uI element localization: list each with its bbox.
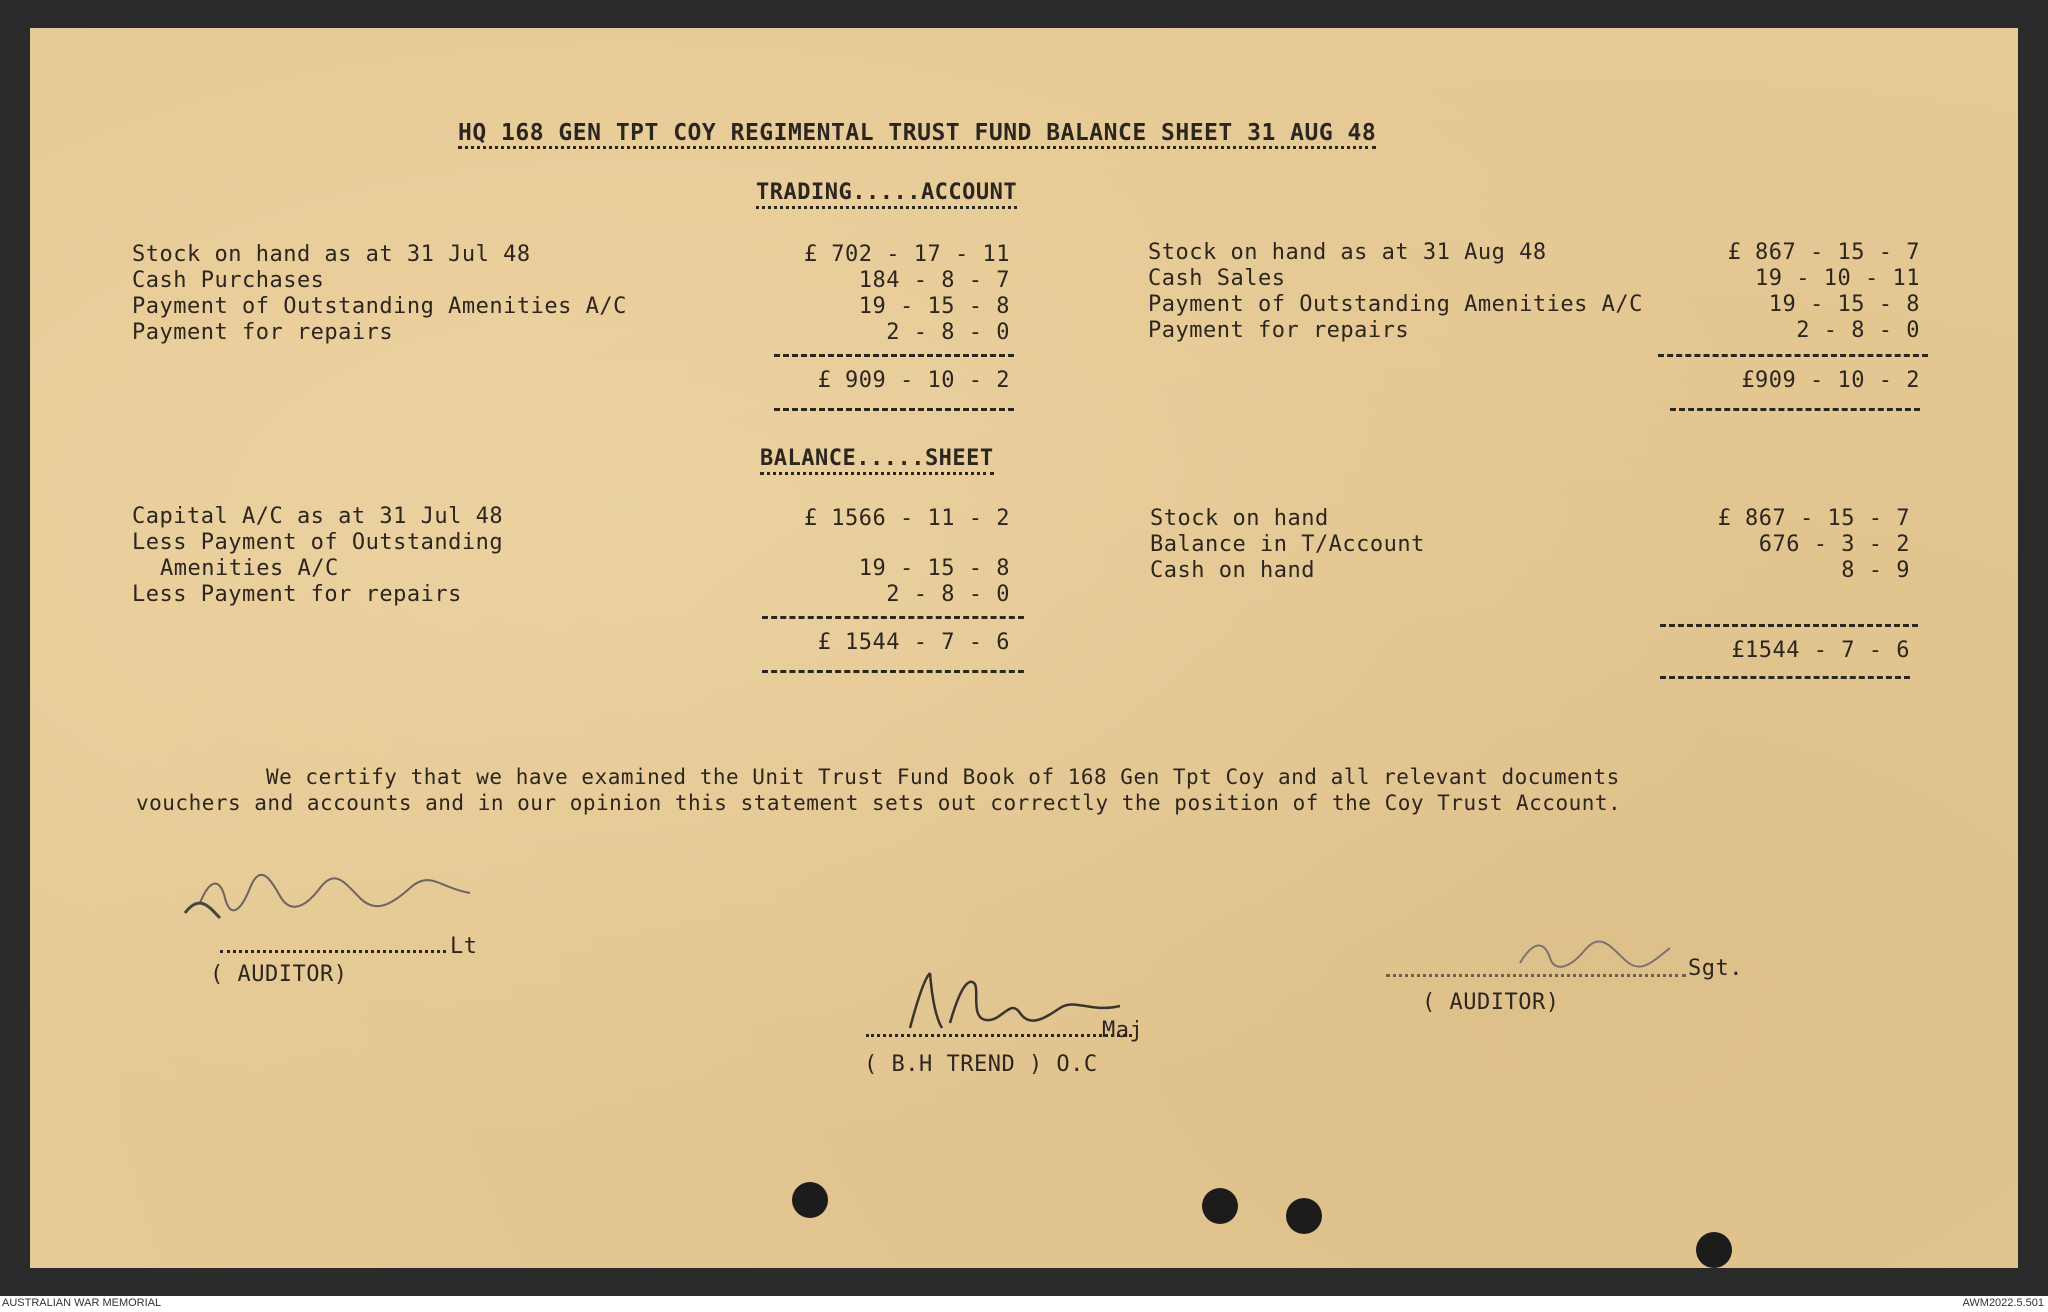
trading-left-amount: 19 - 15 - 8	[858, 294, 1010, 319]
balance-right-amount: 676 - 3 - 2	[1758, 532, 1910, 557]
trading-left-amount: £ 702 - 17 - 11	[803, 242, 1010, 267]
balance-right-rule-bottom	[1660, 676, 1910, 679]
balance-right-label: Balance in T/Account	[1150, 532, 1425, 557]
trading-right-total: £909 - 10 - 2	[1741, 368, 1920, 393]
balance-right-total: £1544 - 7 - 6	[1731, 638, 1910, 663]
balance-right-label: Stock on hand	[1150, 506, 1329, 531]
auditor-right-rank: Sgt.	[1688, 956, 1743, 981]
trading-heading: TRADING.....ACCOUNT	[756, 180, 1017, 209]
trading-left-label: Cash Purchases	[132, 268, 325, 293]
auditor-right-role: ( AUDITOR)	[1422, 990, 1560, 1015]
certification-line-2: vouchers and accounts and in our opinion this statement sets out correctly the position of the Coy Trust Account.	[136, 791, 1622, 815]
trading-right-rule-top	[1658, 354, 1928, 357]
trading-right-amount: 2 - 8 - 0	[1796, 318, 1920, 343]
balance-right-rule-top	[1660, 624, 1918, 627]
punch-hole	[1696, 1232, 1732, 1268]
trading-left-rule-bottom	[774, 408, 1014, 411]
trading-right-rule-bottom	[1670, 408, 1920, 411]
balance-left-label: Less Payment of Outstanding	[132, 530, 504, 555]
balance-left-amount: 2 - 8 - 0	[886, 582, 1010, 607]
trading-right-amount: 19 - 15 - 8	[1768, 292, 1920, 317]
trading-right-label: Payment for repairs	[1148, 318, 1410, 343]
balance-right-label: Cash on hand	[1150, 558, 1315, 583]
auditor-right-signature	[1510, 928, 1710, 978]
footer-accession-number: AWM2022.5.501	[1962, 1297, 2044, 1309]
balance-left-total: £ 1544 - 7 - 6	[817, 630, 1010, 655]
balance-left-label: Capital A/C as at 31 Jul 48	[132, 504, 504, 529]
trading-left-amount: 184 - 8 - 7	[858, 268, 1010, 293]
balance-heading: BALANCE.....SHEET	[760, 446, 994, 475]
balance-left-amount: 19 - 15 - 8	[858, 556, 1010, 581]
certification-line-1: We certify that we have examined the Unit Trust Fund Book of 168 Gen Tpt Coy and all relevant documents	[266, 765, 1620, 789]
auditor-right-dotline	[1386, 974, 1686, 977]
punch-hole	[792, 1182, 828, 1218]
trading-left-label: Payment of Outstanding Amenities A/C	[132, 294, 627, 319]
auditor-left-dotline	[220, 950, 446, 953]
oc-name: ( B.H TREND ) O.C	[864, 1052, 1098, 1077]
auditor-left-rank: Lt	[450, 934, 478, 959]
footer-institution: AUSTRALIAN WAR MEMORIAL	[2, 1297, 162, 1309]
document-page	[30, 28, 2018, 1268]
trading-left-rule-top	[774, 354, 1014, 357]
balance-left-rule-bottom	[762, 670, 1024, 673]
oc-rank: Maj	[1102, 1018, 1144, 1043]
auditor-left-role: ( AUDITOR)	[210, 962, 348, 987]
trading-right-label: Cash Sales	[1148, 266, 1286, 291]
trading-right-label: Payment of Outstanding Amenities A/C	[1148, 292, 1643, 317]
trading-left-label: Payment for repairs	[132, 320, 394, 345]
trading-right-amount: 19 - 10 - 11	[1755, 266, 1920, 291]
document-title: HQ 168 GEN TPT COY REGIMENTAL TRUST FUND BALANCE SHEET 31 AUG 48	[458, 120, 1376, 149]
balance-left-amount: £ 1566 - 11 - 2	[803, 506, 1010, 531]
trading-right-label: Stock on hand as at 31 Aug 48	[1148, 240, 1547, 265]
trading-left-total: £ 909 - 10 - 2	[817, 368, 1010, 393]
balance-left-label: Amenities A/C	[160, 556, 339, 581]
punch-hole	[1286, 1198, 1322, 1234]
archive-footer	[0, 1296, 2048, 1312]
balance-left-rule-top	[762, 616, 1024, 619]
oc-dotline	[866, 1034, 1132, 1037]
balance-right-amount: £ 867 - 15 - 7	[1717, 506, 1910, 531]
balance-right-amount: 8 - 9	[1841, 558, 1910, 583]
trading-left-amount: 2 - 8 - 0	[886, 320, 1010, 345]
trading-left-label: Stock on hand as at 31 Jul 48	[132, 242, 531, 267]
punch-hole	[1202, 1188, 1238, 1224]
balance-left-label: Less Payment for repairs	[132, 582, 462, 607]
auditor-left-signature	[180, 858, 500, 928]
trading-right-amount: £ 867 - 15 - 7	[1727, 240, 1920, 265]
